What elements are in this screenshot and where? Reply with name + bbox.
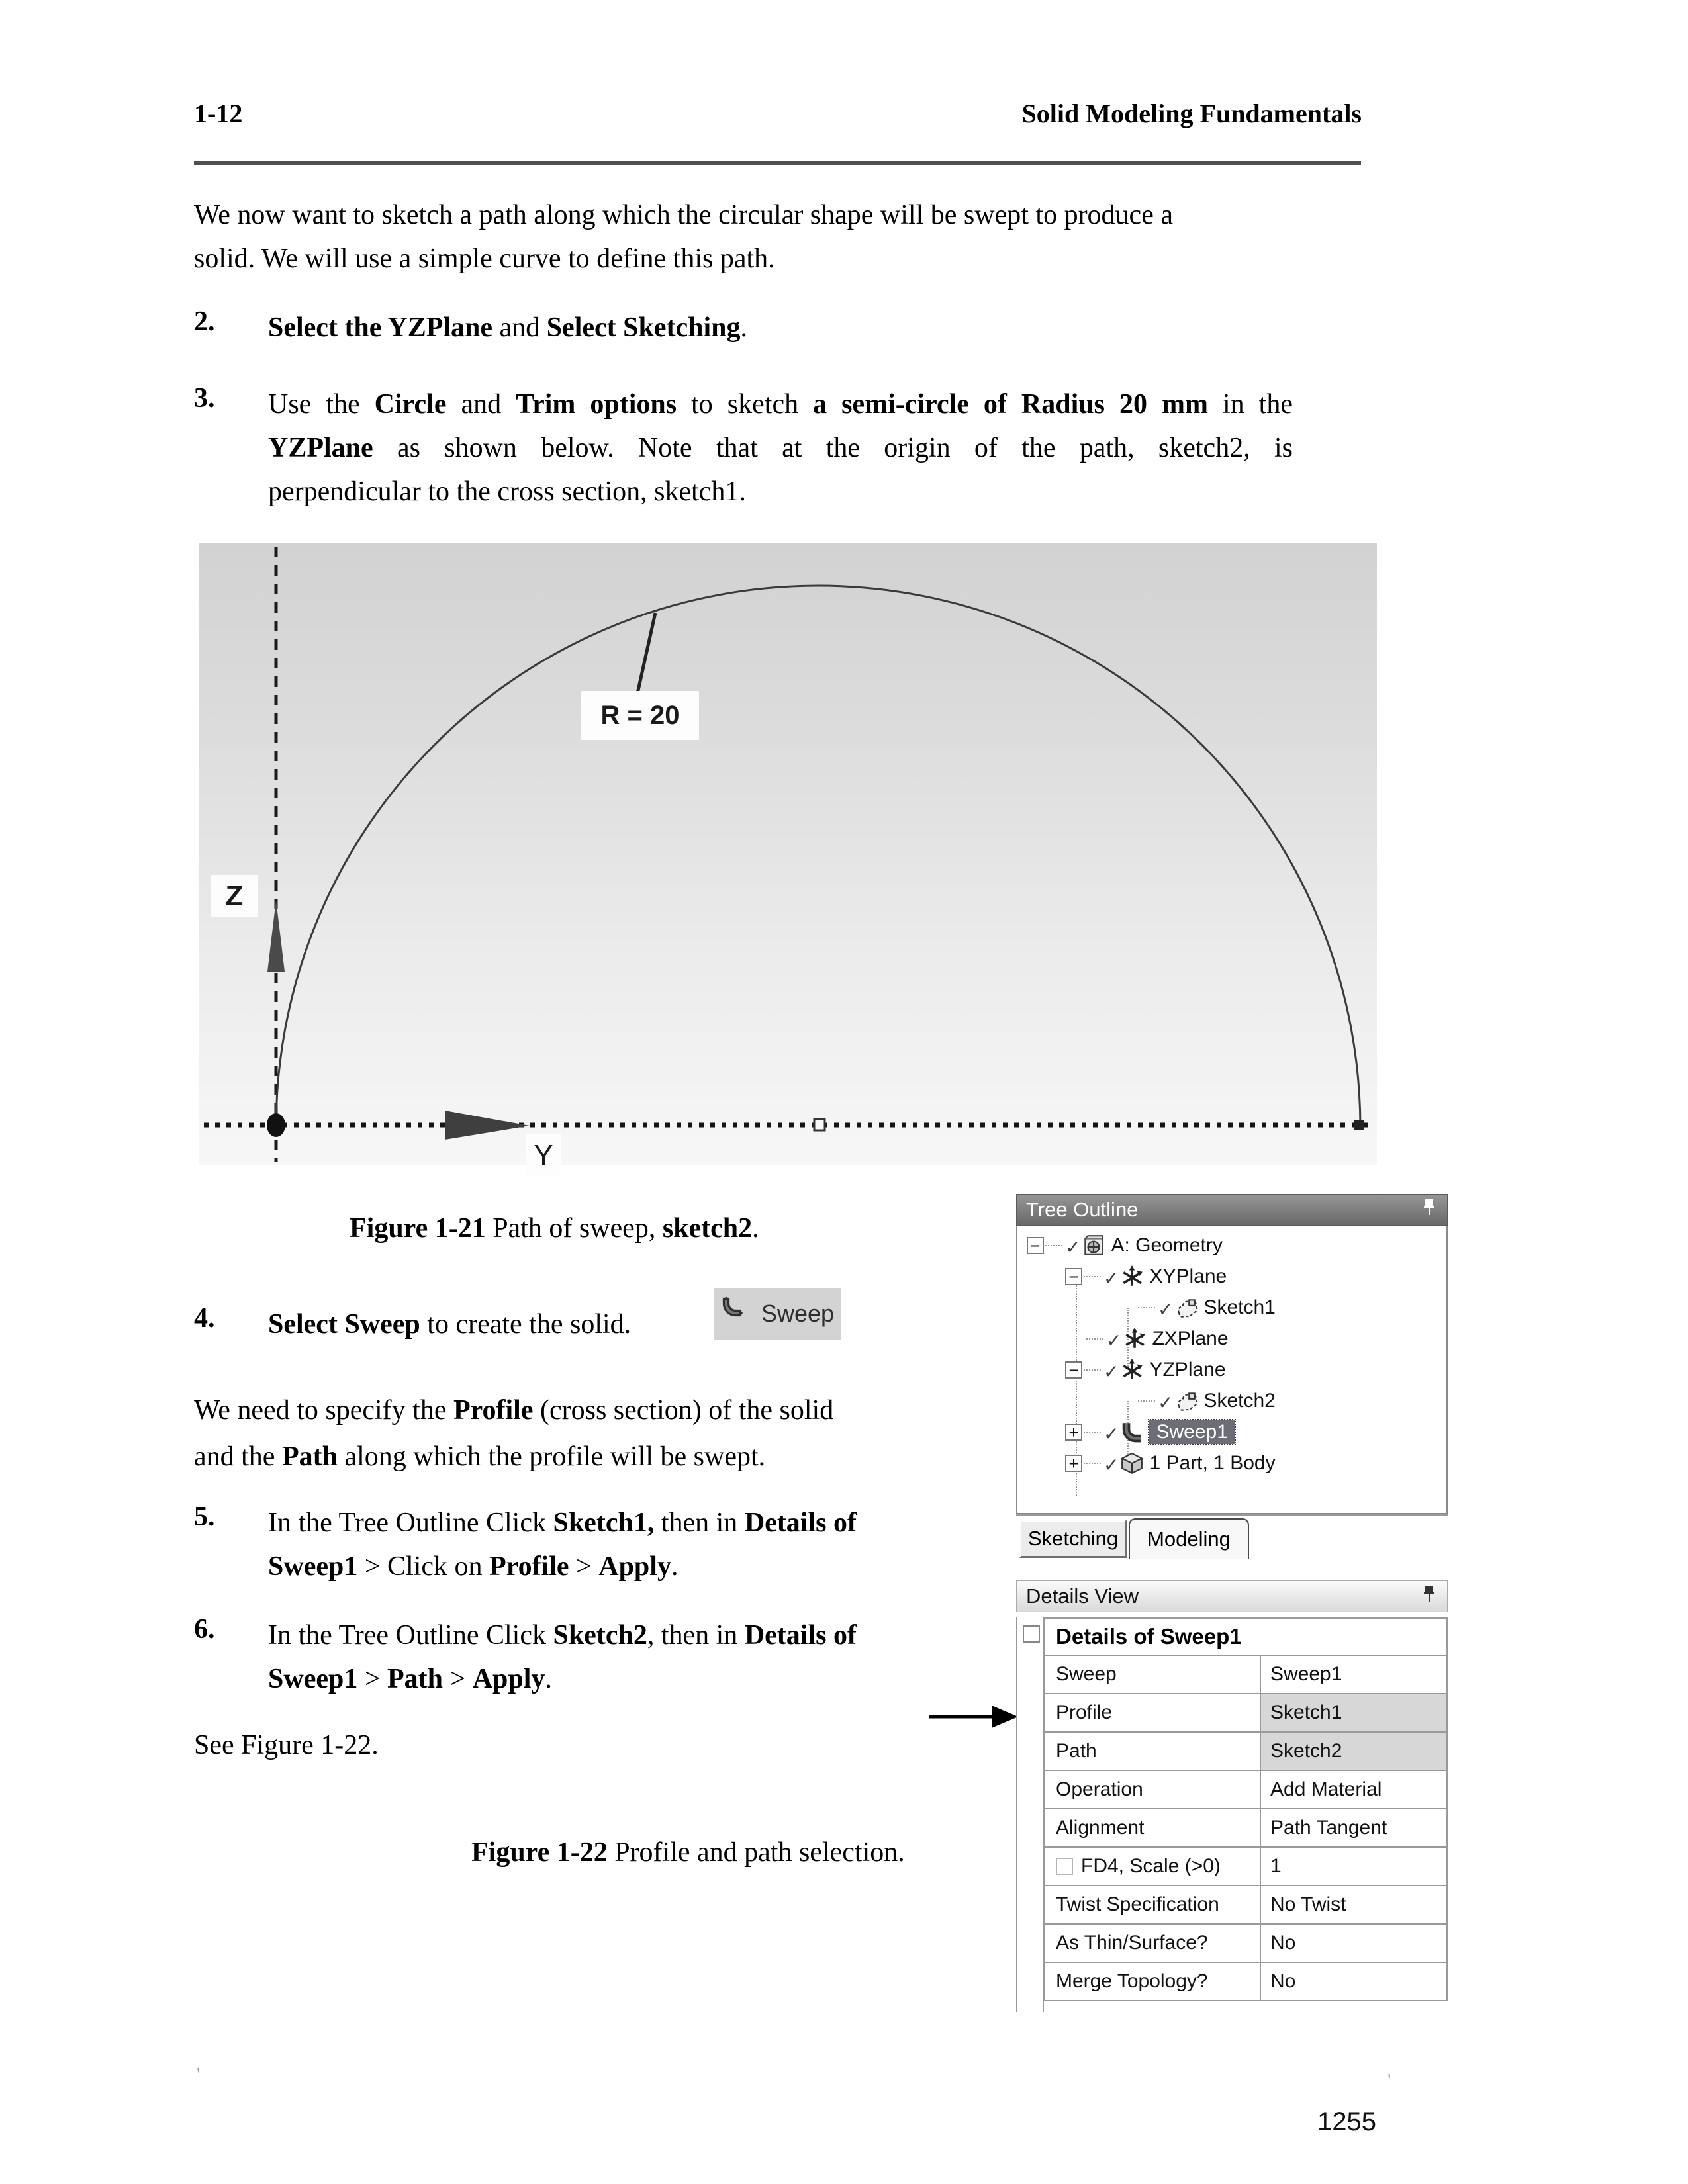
panel-splitter[interactable]: [1016, 1514, 1448, 1517]
details-row[interactable]: [1045, 1963, 1446, 2000]
details-row[interactable]: [1045, 1925, 1446, 1963]
tree-outline-title: Tree Outline: [1026, 1198, 1139, 1221]
tree-item[interactable]: [1017, 1447, 1446, 1479]
plane-icon: [1120, 1265, 1144, 1289]
figure-sketch-canvas: [199, 543, 1377, 1171]
tree-item-label: Sweep1: [1149, 1420, 1234, 1444]
plane-icon: [1120, 1358, 1144, 1382]
expand-toggle-icon[interactable]: −: [1027, 1237, 1044, 1254]
details-row[interactable]: [1045, 1656, 1446, 1694]
tree-item[interactable]: [1017, 1323, 1446, 1354]
details-row[interactable]: [1045, 1694, 1446, 1733]
tree-item[interactable]: [1017, 1230, 1446, 1261]
tree-item-label: Sketch1: [1203, 1296, 1276, 1318]
tree-item-label: YZPlane: [1149, 1358, 1226, 1381]
details-row-value[interactable]: No: [1270, 1970, 1296, 1992]
check-icon: ✓: [1158, 1298, 1174, 1320]
tree-item-label: XYPlane: [1149, 1265, 1227, 1287]
details-row-value[interactable]: 1: [1270, 1855, 1282, 1877]
step-4-text: Select Sweep to create the solid.: [268, 1309, 632, 1340]
tree-item-label: A: Geometry: [1111, 1234, 1223, 1256]
step-6-line-1: In the Tree Outline Click Sketch2, then in Details of: [268, 1620, 857, 1651]
sweep-icon: [1120, 1420, 1144, 1444]
tree-connector-stub: [1138, 1400, 1155, 1402]
tree-item[interactable]: [1017, 1261, 1446, 1292]
details-row-label[interactable]: Twist Specification: [1045, 1886, 1261, 1923]
check-icon: ✓: [1103, 1361, 1119, 1383]
tab-sketching[interactable]: Sketching: [1019, 1520, 1127, 1558]
details-gutter: [1016, 1617, 1044, 2012]
tree-connector-stub: [1084, 1432, 1101, 1433]
sketch-drawing: [199, 543, 1377, 1165]
z-axis-label: Z: [211, 875, 258, 917]
sweep-button[interactable]: [714, 1288, 841, 1340]
sweep-icon: [720, 1295, 757, 1332]
step-5-line-1: In the Tree Outline Click Sketch1, then in Details of: [268, 1508, 857, 1538]
step-3-number: 3.: [194, 383, 215, 414]
geometry-icon: [1082, 1234, 1105, 1257]
details-row-label[interactable]: FD4, Scale (>0): [1045, 1848, 1261, 1885]
sketch-icon: [1174, 1389, 1198, 1413]
tree-item-label: ZXPlane: [1152, 1327, 1229, 1349]
sweep-button-label: Sweep: [761, 1300, 835, 1327]
details-row[interactable]: [1045, 1733, 1446, 1771]
step-5-line-2: Sweep1 > Click on Profile > Apply.: [268, 1551, 679, 1582]
details-row-label[interactable]: As Thin/Surface?: [1045, 1925, 1261, 1962]
radius-dimension-label: R = 20: [581, 691, 699, 740]
expand-toggle-icon[interactable]: −: [1065, 1361, 1082, 1379]
origin-point: [267, 1113, 285, 1137]
details-row-label[interactable]: Operation: [1045, 1771, 1261, 1808]
figure-1-22-caption: Figure 1-22 Profile and path selection.: [471, 1837, 905, 1868]
check-icon: ✓: [1065, 1236, 1081, 1258]
details-row[interactable]: [1045, 1771, 1446, 1809]
step-2-text: Select the YZPlane and Select Sketching.: [268, 312, 748, 343]
check-icon: ✓: [1106, 1330, 1122, 1351]
tree-connector-stub: [1086, 1338, 1103, 1340]
details-row-label[interactable]: Merge Topology?: [1045, 1963, 1261, 2000]
intro-line-1: We now want to sketch a path along which the circular shape will be swept to produce a: [194, 200, 1173, 230]
details-table-title: Details of Sweep1: [1045, 1619, 1446, 1656]
step-5-number: 5.: [194, 1502, 215, 1532]
tree-item-label: 1 Part, 1 Body: [1149, 1451, 1276, 1474]
details-row-label[interactable]: Path: [1045, 1733, 1261, 1770]
figure-1-21-caption: Figure 1-21 Path of sweep, sketch2.: [350, 1213, 759, 1244]
sketch-icon: [1174, 1296, 1198, 1320]
tree-item[interactable]: [1017, 1292, 1446, 1323]
check-icon: ✓: [1158, 1392, 1174, 1414]
z-axis-arrow: [267, 900, 285, 972]
details-row-label[interactable]: Sweep: [1045, 1656, 1261, 1693]
step-4-number: 4.: [194, 1303, 215, 1334]
details-view-title: Details View: [1026, 1584, 1139, 1608]
step-3-line-3: perpendicular to the cross section, sketch1.: [268, 477, 746, 507]
details-row[interactable]: [1045, 1886, 1446, 1925]
plane-icon: [1123, 1327, 1147, 1351]
details-row-value[interactable]: Add Material: [1270, 1778, 1382, 1800]
profile-pointer-arrow: [925, 1700, 1019, 1734]
page-header-number: 1-12: [194, 99, 243, 128]
details-table: [1044, 1617, 1448, 2001]
expand-toggle-icon[interactable]: +: [1065, 1455, 1082, 1472]
page-header-title: Solid Modeling Fundamentals: [1021, 99, 1362, 128]
step-2-number: 2.: [194, 306, 215, 337]
scan-artifact-right: ': [1387, 2070, 1391, 2092]
details-row-value[interactable]: No Twist: [1270, 1893, 1346, 1915]
scan-artifact-left: ': [197, 2064, 201, 2085]
details-collapse-toggle[interactable]: [1023, 1625, 1040, 1643]
part-icon: [1120, 1451, 1144, 1475]
pin-icon[interactable]: [1421, 1584, 1438, 1609]
expand-toggle-icon[interactable]: −: [1065, 1268, 1082, 1285]
specify-line-2: and the Path along which the profile will be swept.: [194, 1441, 766, 1472]
expand-toggle-icon[interactable]: +: [1065, 1424, 1082, 1441]
details-row-value[interactable]: No: [1270, 1932, 1296, 1954]
tree-item[interactable]: [1017, 1354, 1446, 1385]
page-number: 1255: [1317, 2107, 1376, 2136]
details-view-header: [1016, 1580, 1448, 1612]
step-3-line-2: YZPlane as shown below. Note that at the origin of the path, sketch2, is: [268, 433, 1293, 463]
details-row-value[interactable]: Sketch2: [1261, 1733, 1446, 1770]
check-icon: ✓: [1103, 1267, 1119, 1289]
y-axis-arrow: [445, 1111, 530, 1140]
check-icon: ✓: [1103, 1454, 1119, 1476]
step-6-line-2: Sweep1 > Path > Apply.: [268, 1664, 552, 1694]
pin-icon[interactable]: [1421, 1197, 1438, 1222]
tree-connector-stub: [1084, 1369, 1101, 1371]
scale-checkbox[interactable]: [1056, 1858, 1073, 1875]
y-axis-label: Y: [526, 1134, 561, 1177]
arc-center-marker: [814, 1119, 825, 1130]
tree-outline-header: [1016, 1194, 1448, 1226]
tree-item[interactable]: [1017, 1416, 1446, 1447]
details-row-value[interactable]: Sketch1: [1261, 1694, 1446, 1731]
step-6-number: 6.: [194, 1614, 215, 1645]
intro-line-2: solid. We will use a simple curve to define this path.: [194, 244, 775, 274]
check-icon: ✓: [1103, 1423, 1119, 1445]
details-row-value[interactable]: Sweep1: [1270, 1663, 1342, 1685]
tree-connector-stub: [1138, 1307, 1155, 1308]
details-row[interactable]: [1045, 1848, 1446, 1886]
radius-leader-line: [637, 613, 655, 696]
tree-connector-stub: [1084, 1463, 1101, 1464]
step-3-line-1: Use the Circle and Trim options to sketch a semi-circle of Radius 20 mm in the: [268, 389, 1293, 420]
header-rule: [194, 161, 1361, 165]
tree-connector-stub: [1084, 1276, 1101, 1277]
see-figure-text: See Figure 1-22.: [194, 1730, 379, 1760]
specify-line-1: We need to specify the Profile (cross section) of the solid: [194, 1395, 834, 1426]
details-row-label[interactable]: Profile: [1045, 1694, 1261, 1731]
tree-item-label: Sketch2: [1203, 1389, 1276, 1412]
details-row-label[interactable]: Alignment: [1045, 1809, 1261, 1846]
details-row[interactable]: [1045, 1809, 1446, 1848]
tree-item[interactable]: [1017, 1385, 1446, 1416]
details-row-value[interactable]: Path Tangent: [1270, 1817, 1387, 1839]
tree-outline-panel: [1016, 1226, 1448, 1514]
arc-endpoint-marker: [1354, 1120, 1364, 1130]
semicircle-arc: [276, 586, 1360, 1128]
tree-connector-stub: [1045, 1245, 1062, 1246]
tab-modeling[interactable]: Modeling: [1129, 1518, 1249, 1559]
